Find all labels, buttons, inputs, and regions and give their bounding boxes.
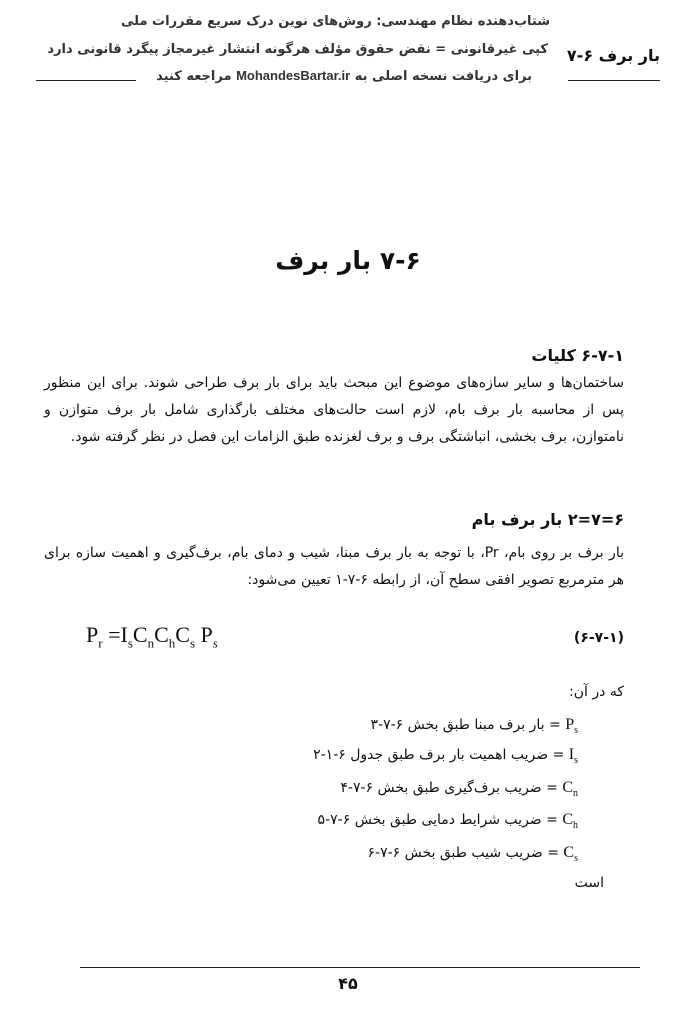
equation-term-sub: s	[212, 635, 218, 651]
definition-text: = ضریب شیب طبق بخش ۶-۷-۶	[367, 845, 559, 861]
definitions-intro: که در آن:	[569, 684, 624, 700]
definition-text: = ضریب شرایط دمایی طبق بخش ۶-۷-۵	[317, 812, 558, 828]
definition-item	[313, 746, 578, 766]
definition-item	[318, 811, 578, 831]
equation-number: (۶-۷-۱)	[573, 630, 624, 646]
running-header-title: ۷-۶ بار برف	[566, 46, 660, 65]
subsection-1-title: ۶-۷-۱ کلیات	[531, 346, 624, 365]
watermark-line-3-suffix: مراجعه کنید	[156, 69, 232, 84]
section-title: ۷-۶ بار برف	[275, 246, 421, 275]
definition-symbol: $P_s$	[565, 716, 578, 737]
equation-term-sub: s	[189, 635, 196, 651]
equation-term: P	[195, 622, 213, 647]
subsection-1-paragraph: ساختمان‌ها و سایر سازه‌های موضوع این مبحث باید برای بار برف طراحی شوند. برای این منظور پس از محاسبه بار برف بام، لازم است حالت‌های مختلف بارگذاری شامل بار برف متوازن و نامتوازن، برف بخشی، انباشتگی برف و برف لغزنده طبق الزامات این فصل در نظر گرفته شود.	[44, 375, 624, 445]
equation-term: C	[154, 622, 169, 647]
equation-term-sub: n	[147, 635, 155, 651]
watermark-site-link[interactable]: MohandesBartar.ir	[236, 68, 351, 83]
definition-text: = ضریب اهمیت بار برف طبق جدول ۶-۱-۲	[313, 747, 565, 763]
equation-term-sub: h	[168, 635, 176, 651]
subsection-2-title: ۶=۷=۲ بار برف بام	[471, 510, 624, 529]
definition-symbol: $C_n$	[562, 779, 578, 800]
definition-text: = ضریب برف‌گیری طبق بخش ۶-۷-۴	[340, 780, 558, 796]
definition-symbol: $C_s$	[563, 844, 578, 865]
equation-term: C	[175, 622, 190, 647]
definition-text: = بار برف مبنا طبق بخش ۶-۷-۳	[370, 717, 561, 733]
closing-word: است	[574, 875, 604, 891]
snow-load-equation	[86, 622, 218, 651]
definition-item	[367, 844, 578, 864]
definition-symbol: $I_s$	[568, 746, 578, 767]
definition-item	[340, 779, 578, 799]
subsection-2-paragraph: بار برف بر روی بام، Pr، با توجه به بار برف مبنا، شیب و دمای بام، برف‌گیری و اهمیت سازه برای هر مترمربع تصویر افقی سطح آن، از رابطه ۶-۷-۱ تعیین می‌شود:	[44, 545, 624, 588]
header-rule-left	[36, 80, 136, 81]
equation-term-sub: s	[127, 635, 133, 651]
footer-rule	[80, 967, 640, 968]
equation-term: I	[120, 622, 128, 647]
equation-lhs-sub: r	[98, 635, 103, 651]
watermark-line-3	[156, 68, 532, 84]
equation-term: C	[132, 622, 148, 647]
header-rule-right	[568, 80, 660, 81]
watermark-line-3-prefix: برای دریافت نسخه اصلی به	[354, 69, 532, 84]
watermark-line-2: کپی غیرقانونی = نقض حقوق مؤلف هرگونه انتشار غیرمجاز پیگرد قانونی دارد	[47, 42, 548, 57]
definition-symbol: $C_h$	[562, 811, 578, 832]
definition-item	[370, 716, 578, 736]
equation-equals: =	[108, 622, 121, 647]
page-number: ۴۵	[338, 974, 358, 993]
watermark-line-1: شتاب‌دهنده نظام مهندسی: روش‌های نوین درک سریع مقررات ملی	[121, 14, 550, 29]
equation-lhs: P	[86, 622, 99, 647]
